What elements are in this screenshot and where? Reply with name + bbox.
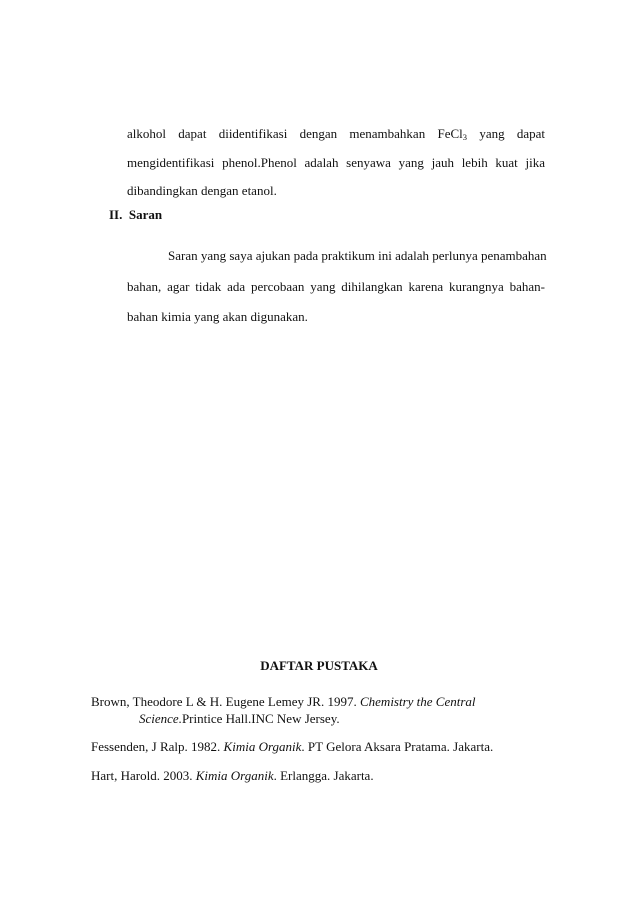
reference-brown-author: Brown, Theodore L & H. Eugene Lemey JR. 1997. <box>91 694 357 709</box>
reference-hart-publisher: . Erlangga. Jakarta. <box>273 768 374 783</box>
reference-hart-author: Hart, Harold. 2003. <box>91 768 193 783</box>
reference-fessenden-publisher: . PT Gelora Aksara Pratama. Jakarta. <box>301 739 494 754</box>
reference-hart <box>91 768 374 784</box>
saran-line-2: bahan, agar tidak ada percobaan yang dihilangkan karena kurangnya bahan- <box>127 279 545 294</box>
reference-fessenden-author: Fessenden, J Ralp. 1982. <box>91 739 221 754</box>
reference-brown-publisher: Printice Hall.INC New Jersey. <box>181 711 340 726</box>
reference-fessenden <box>91 739 493 755</box>
reference-hart-title: Kimia Organik <box>195 768 274 783</box>
conclusion-line-3: dibandingkan dengan etanol. <box>127 183 277 198</box>
saran-heading: II. Saran <box>109 207 163 222</box>
saran-line-3: bahan kimia yang akan digunakan. <box>127 309 308 324</box>
reference-brown-title-cont: Science. <box>139 711 182 726</box>
conclusion-line-1 <box>127 126 545 145</box>
saran-line-1: Saran yang saya ajukan pada praktikum ini adalah perlunya penambahan <box>168 248 547 263</box>
subscript-3: 3 <box>462 132 468 142</box>
reference-brown-cont <box>139 711 340 727</box>
reference-brown <box>91 694 476 710</box>
conclusion-text: alkohol dapat diidentifikasi dengan menambahkan FeCl <box>127 126 463 141</box>
references-title: DAFTAR PUSTAKA <box>260 658 378 673</box>
reference-fessenden-title: Kimia Organik <box>223 739 302 754</box>
conclusion-line-2: mengidentifikasi phenol.Phenol adalah senyawa yang jauh lebih kuat jika <box>127 155 545 170</box>
conclusion-text-end: yang dapat <box>479 126 546 141</box>
reference-brown-title: Chemistry the Central <box>359 694 476 709</box>
